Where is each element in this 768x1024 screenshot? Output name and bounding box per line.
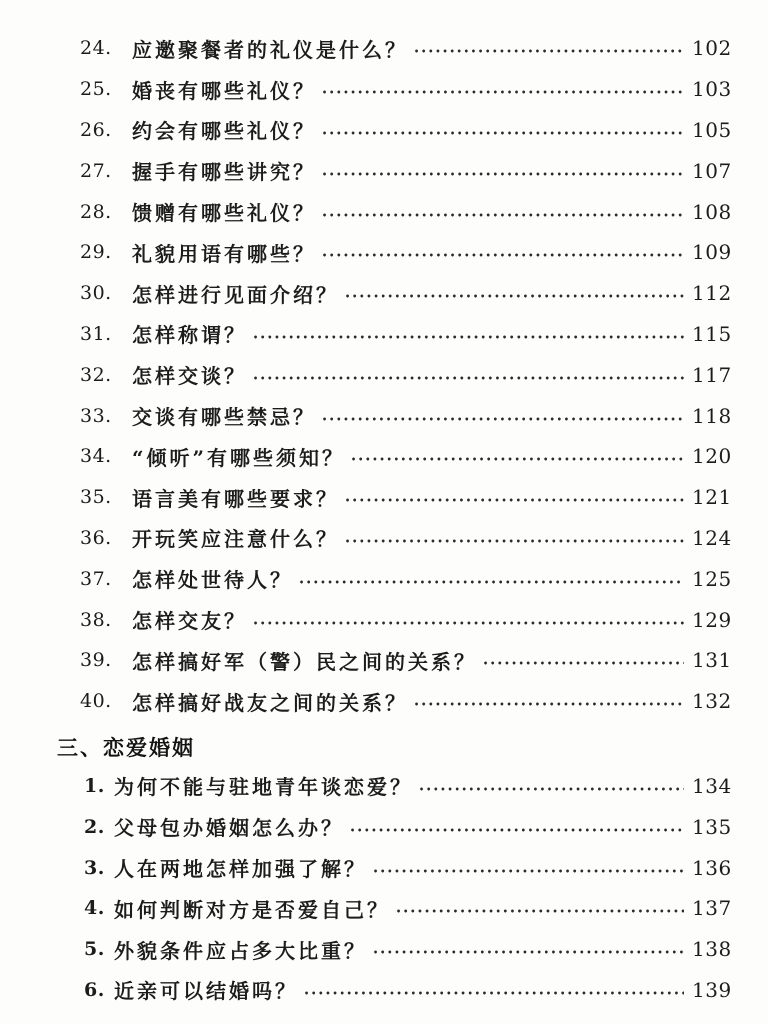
dot-leader	[322, 124, 684, 140]
entry-page-number: 131	[692, 648, 732, 673]
entry-page-number: 115	[692, 321, 732, 346]
dot-leader	[322, 83, 684, 99]
entry-title: 婚丧有哪些礼仪？	[132, 78, 316, 103]
entry-page-number: 103	[692, 77, 732, 102]
toc-entry[interactable]	[0, 191, 768, 232]
entry-title: “倾听”有哪些须知？	[132, 445, 346, 470]
entry-title: 怎样交友？	[132, 609, 247, 634]
dot-leader	[322, 206, 684, 222]
toc-entry[interactable]	[0, 477, 768, 518]
entry-page-number: 136	[692, 855, 732, 880]
entry-page-number: 139	[692, 977, 732, 1002]
toc-entry[interactable]	[0, 150, 768, 191]
dot-leader	[419, 780, 684, 796]
entry-page-number: 120	[692, 444, 732, 469]
entry-number: 34.	[80, 445, 112, 468]
toc-entry[interactable]	[0, 69, 768, 110]
dot-leader	[414, 695, 684, 711]
dot-leader	[322, 410, 684, 426]
entry-page-number: 102	[692, 36, 732, 61]
toc-entry[interactable]	[0, 28, 768, 69]
entry-page-number: 121	[692, 485, 732, 510]
table-of-contents	[0, 28, 768, 1010]
toc-entry[interactable]	[0, 354, 768, 395]
entry-title: 怎样进行见面介绍？	[132, 282, 339, 307]
toc-entry[interactable]	[0, 436, 768, 477]
toc-entry[interactable]	[0, 929, 768, 970]
entry-page-number: 109	[692, 240, 732, 265]
entry-title: 为何不能与驻地青年谈恋爱？	[114, 775, 413, 800]
toc-entry[interactable]	[0, 640, 768, 681]
entry-page-number: 105	[692, 117, 732, 142]
entry-page-number: 107	[692, 158, 732, 183]
entry-number: 33.	[80, 404, 112, 427]
entry-number: 6.	[84, 978, 105, 1001]
dot-leader	[483, 654, 684, 670]
entry-page-number: 132	[692, 689, 732, 714]
entry-page-number: 137	[692, 896, 732, 921]
entry-title: 外貌条件应占多大比重？	[114, 938, 367, 963]
entry-page-number: 117	[692, 362, 732, 387]
entry-number: 32.	[80, 363, 112, 386]
entry-page-number: 108	[692, 199, 732, 224]
entry-title: 怎样交谈？	[132, 364, 247, 389]
toc-entry[interactable]	[0, 558, 768, 599]
entry-title: 怎样搞好战友之间的关系？	[132, 690, 408, 715]
toc-entry[interactable]	[0, 599, 768, 640]
dot-leader	[396, 902, 684, 918]
entry-number: 25.	[80, 78, 112, 101]
toc-entry[interactable]	[0, 314, 768, 355]
section-heading: 三、恋爱婚姻	[57, 735, 195, 760]
dot-leader	[345, 287, 684, 303]
toc-entry[interactable]	[0, 766, 768, 807]
dot-leader	[350, 821, 684, 837]
entry-title: 交谈有哪些禁忌？	[132, 405, 316, 430]
entry-page-number: 124	[692, 525, 732, 550]
section-etiquette-list	[0, 28, 768, 722]
entry-page-number: 135	[692, 814, 732, 839]
entry-number: 36.	[80, 526, 112, 549]
entry-page-number: 125	[692, 566, 732, 591]
toc-entry[interactable]	[0, 110, 768, 151]
entry-title: 怎样称谓？	[132, 323, 247, 348]
entry-number: 4.	[84, 897, 105, 920]
entry-number: 40.	[80, 690, 112, 713]
entry-title: 语言美有哪些要求？	[132, 486, 339, 511]
entry-number: 27.	[80, 159, 112, 182]
entry-title: 如何判断对方是否爱自己？	[114, 897, 390, 922]
entry-title: 约会有哪些礼仪？	[132, 119, 316, 144]
toc-entry[interactable]	[0, 518, 768, 559]
entry-title: 父母包办婚姻怎么办？	[114, 816, 344, 841]
toc-entry[interactable]	[0, 888, 768, 929]
entry-page-number: 112	[692, 281, 732, 306]
toc-entry[interactable]	[0, 806, 768, 847]
entry-page-number: 134	[692, 773, 732, 798]
entry-title: 近亲可以结婚吗？	[114, 979, 298, 1004]
toc-entry[interactable]	[0, 273, 768, 314]
dot-leader	[253, 369, 684, 385]
entry-number: 31.	[80, 322, 112, 345]
toc-entry[interactable]	[0, 681, 768, 722]
entry-page-number: 118	[692, 403, 732, 428]
entry-title: 礼貌用语有哪些？	[132, 241, 316, 266]
entry-title: 怎样处世待人？	[132, 568, 293, 593]
entry-number: 3.	[84, 856, 105, 879]
entry-number: 38.	[80, 608, 112, 631]
entry-number: 2.	[84, 815, 105, 838]
entry-title: 应邀聚餐者的礼仪是什么？	[132, 37, 408, 62]
entry-number: 1.	[84, 774, 105, 797]
dot-leader	[351, 450, 684, 466]
entry-title: 握手有哪些讲究？	[132, 160, 316, 185]
entry-title: 开玩笑应注意什么？	[132, 527, 339, 552]
toc-entry[interactable]	[0, 395, 768, 436]
dot-leader	[345, 532, 684, 548]
dot-leader	[373, 943, 684, 959]
toc-entry[interactable]	[0, 970, 768, 1011]
entry-number: 24.	[80, 37, 112, 60]
dot-leader	[373, 862, 684, 878]
entry-page-number: 129	[692, 607, 732, 632]
entry-title: 人在两地怎样加强了解？	[114, 857, 367, 882]
dot-leader	[322, 246, 684, 262]
section-love-marriage	[0, 728, 768, 1011]
dot-leader	[299, 573, 684, 589]
entry-number: 30.	[80, 282, 112, 305]
entry-number: 37.	[80, 567, 112, 590]
entry-page-number: 138	[692, 937, 732, 962]
entry-title: 馈赠有哪些礼仪？	[132, 201, 316, 226]
toc-entry[interactable]	[0, 232, 768, 273]
entry-title: 怎样搞好军（警）民之间的关系？	[132, 649, 477, 674]
entry-number: 35.	[80, 486, 112, 509]
dot-leader	[304, 984, 684, 1000]
entry-number: 5.	[84, 938, 105, 961]
dot-leader	[253, 328, 684, 344]
dot-leader	[253, 614, 684, 630]
dot-leader	[345, 491, 684, 507]
entry-number: 29.	[80, 241, 112, 264]
entry-number: 39.	[80, 649, 112, 672]
entry-number: 28.	[80, 200, 112, 223]
toc-entry[interactable]	[0, 847, 768, 888]
dot-leader	[322, 165, 684, 181]
entry-number: 26.	[80, 118, 112, 141]
dot-leader	[414, 42, 684, 58]
